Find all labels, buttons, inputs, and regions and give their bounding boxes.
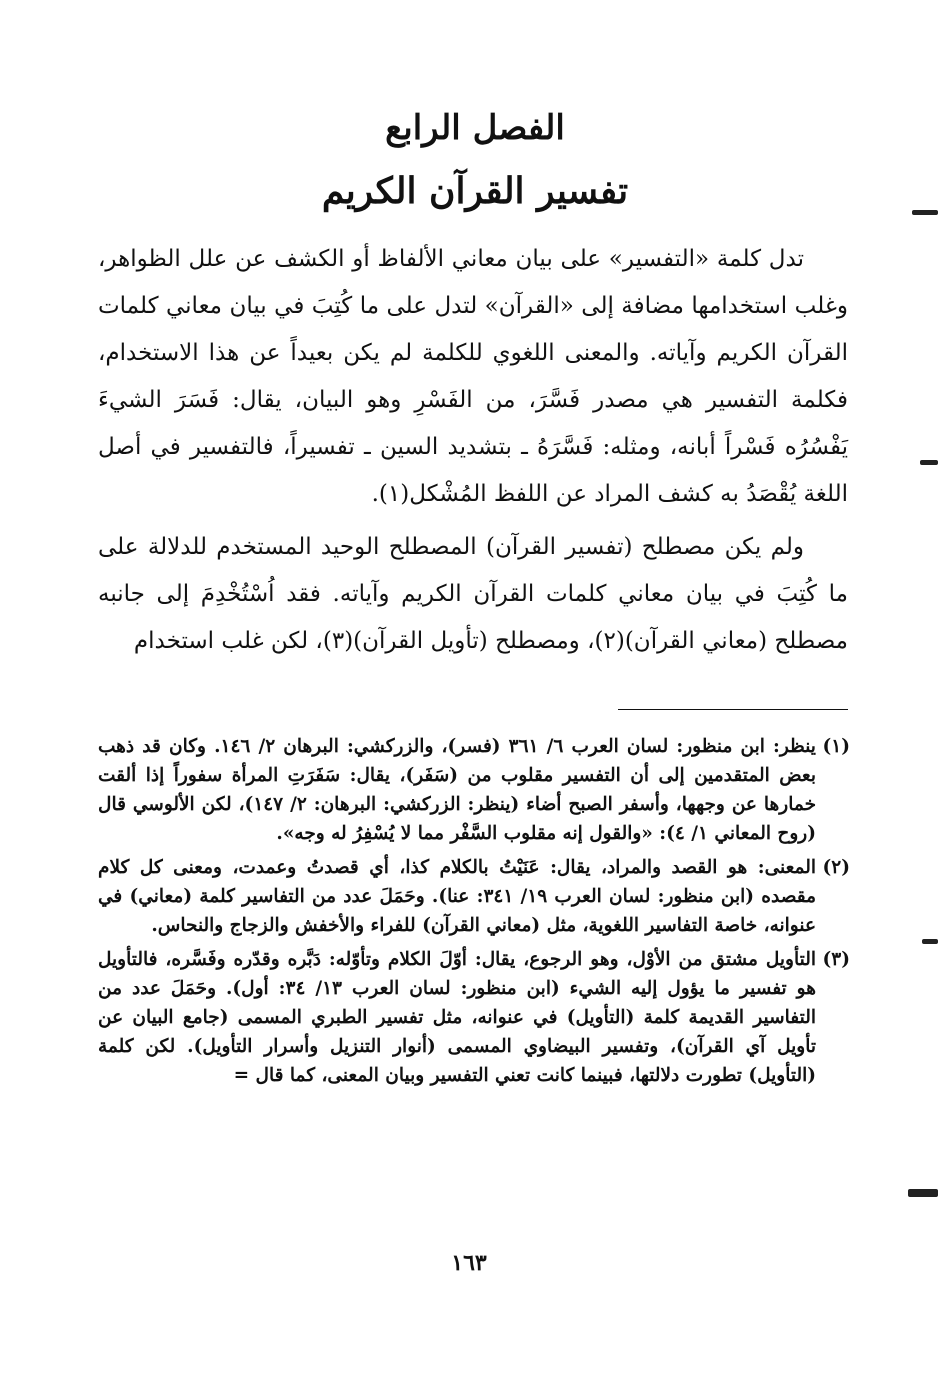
scan-edge-mark [922,939,938,944]
body-paragraph: تدل كلمة «التفسير» على بيان معاني الألفاظ أو الكشف عن علل الظواهر، وغلب استخدامها مضافة إلى «القرآن» لتدل على ما كُتِبَ في بيان معاني كلمات القرآن الكريم وآياته. والمعنى اللغوي للكلمة لم يكن بعيداً عن هذا الاستخدام، فكلمة التفسير هي مصدر فَسَّرَ، من الفَسْرِ وهو البيان، يقال: فَسَرَ الشيءَ يَفْسُرُه فَسْراً أبانه، ومثله: فَسَّرَهُ ـ بتشديد السين ـ تفسيراً، فالتفسير في أصل اللغة يُقْصَدُ به كشف المراد عن اللفظ المُشْكل(١). [98,246,848,507]
footnote-text: ينظر: ابن منظور: لسان العرب ٦/ ٣٦١ (فسر)، والزركشي: البرهان ٢/ ١٤٦. وكان قد ذهب بعض المتقدمين إلى أن التفسير مقلوب من (سَفَر)، يقال: سَفَرَتِ المرأة سفوراً إذا ألقت خمارها عن وجهها، وأسفر الصبح أضاء (ينظر: الزركشي: البرهان: ٢/ ١٤٧)، لكن الألوسي قال (روح المعاني ١/ ٤): «والقول إنه مقلوب السَّفْر مما لا يُسْفِرُ له وجه». [98,736,816,844]
footnote-text: المعنى: هو القصد والمراد، يقال: عَنَيْتُ بالكلام كذا، أي قصدتُ وعمدت، ومعنى كل كلام مقصده (ابن منظور: لسان العرب ١٩/ ٣٤١: عنا). وحَمَلَ عدد من التفاسير كلمة (معاني) في عنوانه، خاصة التفاسير اللغوية، مثل (معاني القرآن) للفراء والأخفش والزجاج والنحاس. [98,857,817,936]
scan-edge-mark [920,460,938,465]
scan-edge-mark [912,210,938,215]
page-number: ١٦٣ [451,1250,487,1276]
footnote-number: (٢) [822,857,850,878]
footnote-item [98,853,850,940]
footnotes-section [98,732,850,1095]
footnote-separator-rule [618,709,848,710]
footnote-number: (٣) [822,949,850,970]
footnote-item [98,732,850,848]
footnote-item [98,945,850,1090]
main-body-text [98,236,848,671]
scan-edge-mark [908,1189,938,1197]
footnote-text: التأويل مشتق من الأوْل، وهو الرجوع، يقال: أوّلَ الكلام وتأوّله: دَبَّره وقدّره وفَسَّره، فالتأويل هو تفسير ما يؤول إليه الشيء (ابن منظور: لسان العرب ١٣/ ٣٤: أول). وحَمَلَ عدد من التفاسير القديمة كلمة (التأويل) في عنوانه، مثل تفسير الطبري المسمى (جامع البيان عن تأويل آي القرآن)، وتفسير البيضاوي المسمى (أنوار التنزيل وأسرار التأويل). لكن كلمة (التأويل) تطورت دلالتها، فبينما كانت تعني التفسير وبيان المعنى، كما قال = [98,949,816,1086]
chapter-title-heading: تفسير القرآن الكريم [321,170,629,212]
footnote-number: (١) [822,736,850,757]
chapter-number-heading: الفصل الرابع [385,108,565,148]
body-paragraph: ولم يكن مصطلح (تفسير القرآن) المصطلح الوحيد المستخدم للدلالة على ما كُتِبَ في بيان معاني كلمات القرآن الكريم وآياته. فقد اُسْتُخْدِمَ إلى جانبه مصطلح (معاني القرآن)(٢)، ومصطلح (تأويل القرآن)(٣)، لكن غلب استخدام [98,534,848,654]
